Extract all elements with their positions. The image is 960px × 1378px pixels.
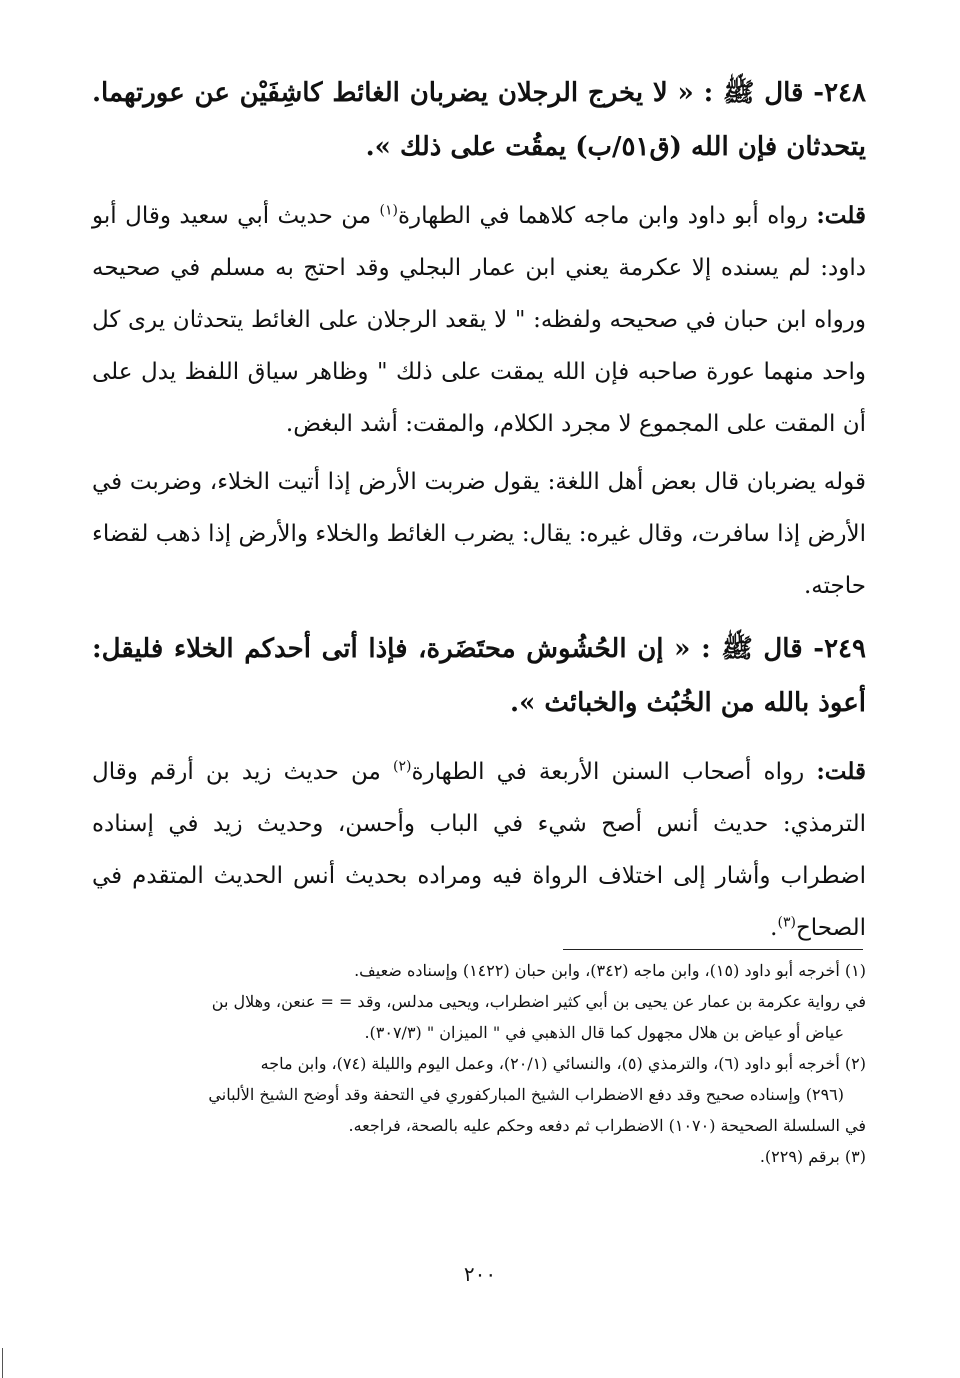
footnote-ref-3[interactable]: (٣): [777, 914, 796, 931]
commentary-paragraph-3: [92, 746, 866, 954]
qult-label: قلت:: [816, 758, 866, 785]
footnotes: [90, 955, 866, 1172]
hadith-249: ٢٤٩- قال ﷺ : « إن الحُشُوش محتَضَرة، فإذا أتى أحدكم الخلاء فليقل: أعوذ بالله من الخُبُث والخبائث ».: [92, 634, 866, 718]
paragraph-text: من حديث أبي سعيد وقال أبو داود: لم يسنده إلا عكرمة يعني ابن عمار البجلي وقد احتج به مسلم في صحيحه ورواه ابن حبان في صحيحه ولفظه: " لا يقعد الرجلان على الغائط يتحدثان يرى كل واحد منهما عورة صاحبه فإن الله يمقت على ذلك " وظاهر سياق اللفظ يدل على أن المقت على المجموع لا مجرد الكلام، والمقت: أشد البغض.: [92, 203, 866, 437]
paragraph-text: رواه أبو داود وابن ماجه كلاهما في الطهارة: [397, 203, 817, 229]
commentary-paragraph-1: [92, 190, 866, 450]
page-body: [92, 66, 866, 960]
qult-label: قلت:: [816, 202, 866, 229]
footnote-1-continued: في رواية عكرمة بن عمار عن يحيى بن أبي كثير اضطراب، ويحيى مدلس، وقد = = عنعن، وهلال بن: [211, 992, 866, 1011]
footnote-1-continued: عياض أو عياض بن هلال مجهول كما قال الذهبي في " الميزان " (٣٠٧/٣).: [364, 1023, 844, 1042]
footnote-ref-1[interactable]: (١): [379, 202, 398, 219]
paragraph-end: .: [770, 915, 778, 941]
footnote-3: (٣) برقم (٢٢٩).: [759, 1147, 866, 1166]
footnote-2-continued: في السلسلة الصحيحة (١٠٧٠) الاضطراب ثم دفعه وحكم عليه بالصحة، فراجعه.: [348, 1116, 866, 1135]
footnote-separator: [563, 949, 863, 950]
commentary-paragraph-2: قوله يضربان قال بعض أهل اللغة: يقول ضربت الأرض إذا أتيت الخلاء، وضربت في الأرض إذا سافرت، وقال غيره: يقال: يضرب الغائط والخلاء والأرض إذا ذهب لقضاء حاجته.: [92, 469, 866, 599]
scan-edge-line: [2, 1348, 3, 1378]
hadith-248: ٢٤٨- قال ﷺ : « لا يخرج الرجلان يضربان الغائط كاشِفَيْن عن عورتهما. يتحدثان فإن الله (ق٥١/ب) يمقُت على ذلك ».: [92, 78, 866, 162]
page-number: ٢٠٠: [463, 1262, 497, 1286]
paragraph-text: رواه أصحاب السنن الأربعة في الطهارة: [411, 759, 817, 785]
footnote-ref-2[interactable]: (٢): [392, 758, 412, 775]
footnote-2-continued: (٢٩٦) وإسناده صحيح وقد دفع الاضطراب الشيخ المباركفوري في التحفة وقد أوضح الشيخ الألباني: [208, 1085, 844, 1104]
paragraph-text: من حديث زيد بن أرقم وقال الترمذي: حديث أنس أصح شيء في الباب وأحسن، وحديث زيد في إسناده اضطراب وأشار إلى اختلاف الرواة فيه ومراده بحديث أنس الحديث المتقدم في الصحاح: [92, 759, 866, 941]
footnote-2: (٢) أخرجه أبو داود (٦)، والترمذي (٥)، والنسائي (٢٠/١)، وعمل اليوم والليلة (٧٤)، وابن ماجه: [260, 1054, 866, 1073]
footnote-1: (١) أخرجه أبو داود (١٥)، وابن ماجه (٣٤٢)، وابن حبان (١٤٢٢) وإسناده ضعيف.: [354, 961, 866, 980]
